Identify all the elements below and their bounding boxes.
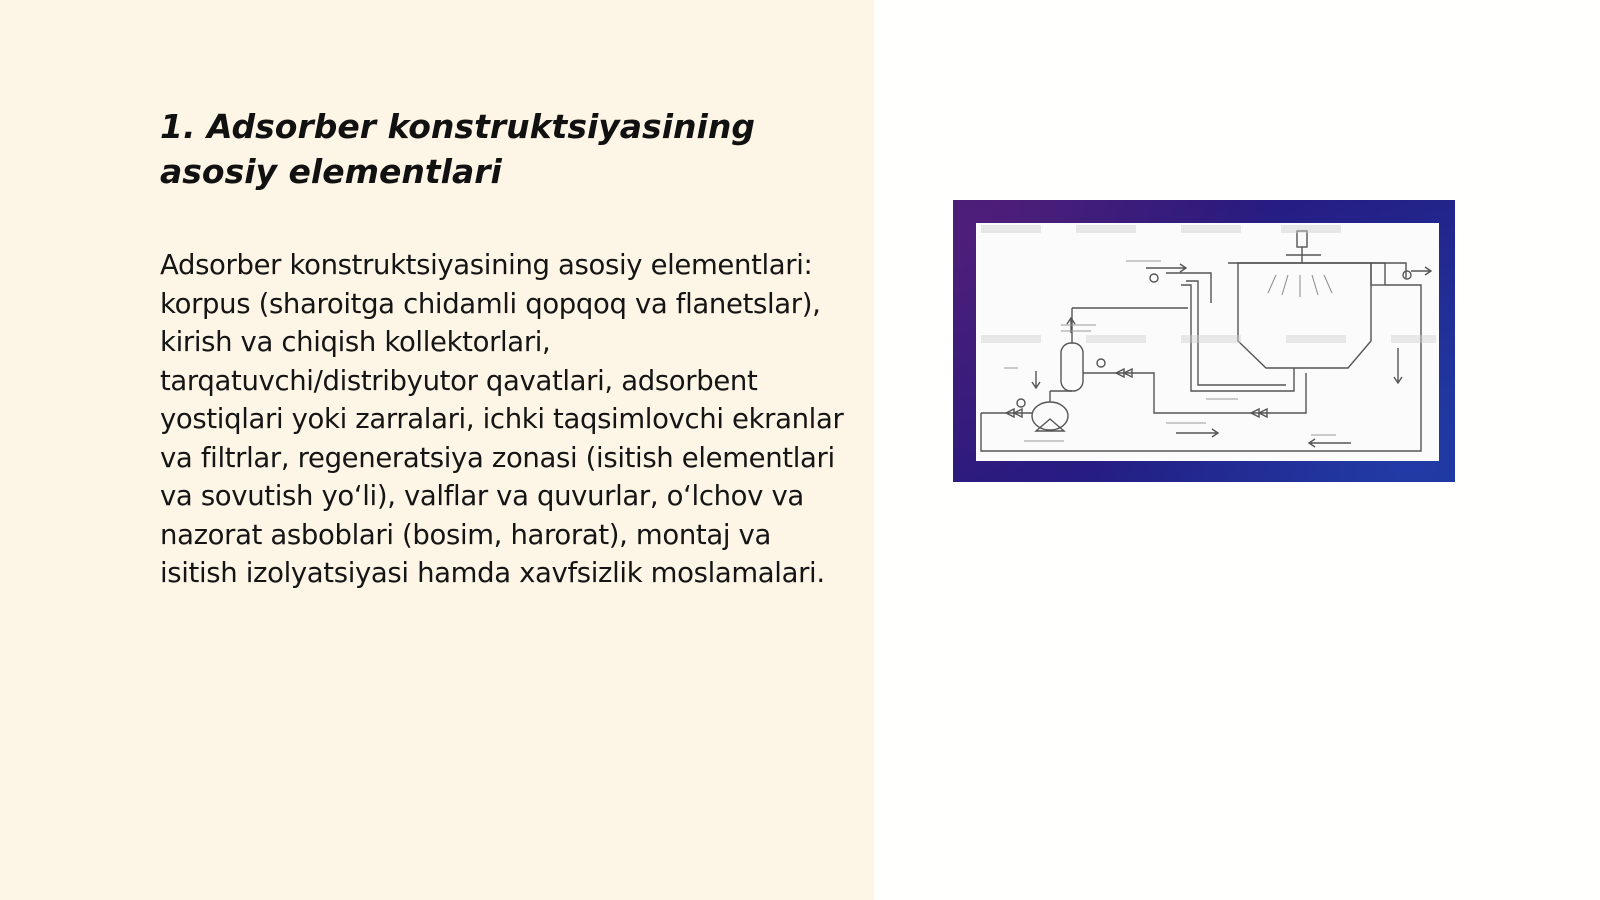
diagram-image bbox=[976, 223, 1439, 461]
slide-body-text: Adsorber konstruktsiyasining asosiy elementlari: korpus (sharoitga chidamli qopqoq va flanetslar), kirish va chiqish kollektorlari, tarqatuvchi/distribyutor qavatlari, adsorbent yostiqlari yoki zarralari, ichki taqsimlovchi ekranlar va filtrlar, regeneratsiya zonasi (isitish elementlari va sovutish yo‘li), valflar va quvurlar, o‘lchov va nazorat asboblari (bosim, harorat), montaj va isitish izolyatsiyasi hamda xavfsizlik moslamalari. bbox=[160, 249, 844, 589]
slide-title: 1. Adsorber konstruktsiyasining asosiy elementlari bbox=[160, 107, 755, 191]
diagram-image-frame bbox=[953, 200, 1455, 482]
adsorber-diagram-icon bbox=[976, 223, 1439, 461]
